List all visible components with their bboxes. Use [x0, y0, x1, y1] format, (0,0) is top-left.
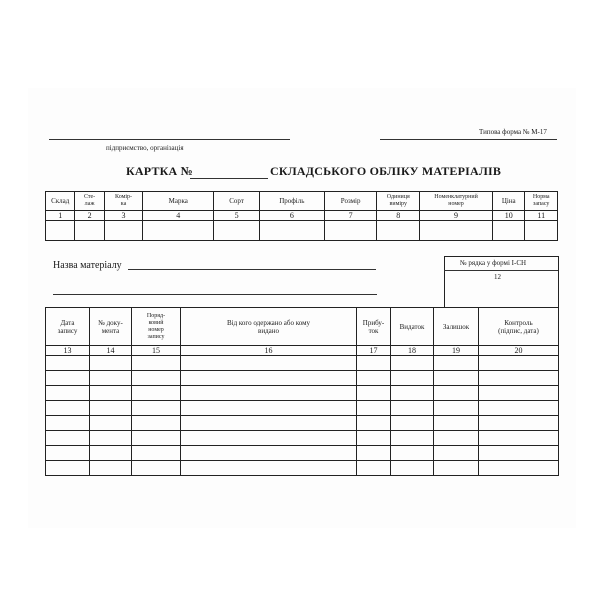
input-cell[interactable]	[357, 371, 391, 386]
col-header-price: Ціна	[493, 192, 525, 211]
material-name-line-1[interactable]	[128, 269, 376, 270]
col-header-brand: Марка	[143, 192, 214, 211]
table-row	[46, 416, 559, 431]
input-cell[interactable]	[46, 386, 90, 401]
input-cell[interactable]	[90, 371, 132, 386]
input-cell[interactable]	[181, 461, 357, 476]
input-cell[interactable]	[46, 371, 90, 386]
input-cell[interactable]	[357, 416, 391, 431]
input-cell[interactable]	[324, 221, 377, 241]
input-cell[interactable]	[132, 371, 181, 386]
col-number: 4	[143, 211, 214, 221]
table-row	[46, 386, 559, 401]
input-cell[interactable]	[377, 221, 420, 241]
card-number-line	[190, 178, 268, 179]
input-cell[interactable]	[434, 386, 479, 401]
input-cell[interactable]	[181, 386, 357, 401]
input-cell[interactable]	[391, 446, 434, 461]
input-cell[interactable]	[132, 446, 181, 461]
input-cell[interactable]	[493, 221, 525, 241]
input-cell[interactable]	[391, 431, 434, 446]
col-number: 10	[493, 211, 525, 221]
col-number: 16	[181, 346, 357, 356]
col-header-sequence-number: Поряд- ковий номер запису	[132, 308, 181, 346]
input-cell[interactable]	[391, 371, 434, 386]
col-number: 13	[46, 346, 90, 356]
col-number: 8	[377, 211, 420, 221]
col-header-cell: Комір- ка	[104, 192, 143, 211]
col-header-unit: Одиниця виміру	[377, 192, 420, 211]
input-cell[interactable]	[90, 461, 132, 476]
row-number-value: 12	[494, 273, 501, 281]
input-cell[interactable]	[181, 371, 357, 386]
organization-label: підприємство, організація	[106, 144, 184, 152]
table-row	[46, 371, 559, 386]
table-row	[46, 401, 559, 416]
input-cell[interactable]	[357, 356, 391, 371]
input-cell[interactable]	[46, 221, 75, 241]
input-cell[interactable]	[132, 431, 181, 446]
col-header-expense: Видаток	[391, 308, 434, 346]
input-cell[interactable]	[434, 446, 479, 461]
input-cell[interactable]	[46, 431, 90, 446]
input-cell[interactable]	[132, 386, 181, 401]
input-cell[interactable]	[132, 416, 181, 431]
input-cell[interactable]	[434, 431, 479, 446]
col-header-balance: Залишок	[434, 308, 479, 346]
input-cell[interactable]	[479, 371, 559, 386]
input-cell[interactable]	[434, 416, 479, 431]
col-header-control: Контроль (підпис, дата)	[479, 308, 559, 346]
col-header-rack: Сте- лаж	[75, 192, 104, 211]
col-number: 1	[46, 211, 75, 221]
col-header-profile: Профіль	[259, 192, 324, 211]
input-cell[interactable]	[46, 356, 90, 371]
col-header-item-number: Номенклатурний номер	[420, 192, 493, 211]
input-cell[interactable]	[259, 221, 324, 241]
table-row	[46, 446, 559, 461]
empty-rows	[46, 356, 559, 476]
material-name-label: Назва матеріалу	[53, 260, 122, 271]
form-type-label: Типова форма № М-17	[479, 128, 547, 136]
input-cell[interactable]	[479, 431, 559, 446]
input-cell[interactable]	[132, 356, 181, 371]
col-number: 9	[420, 211, 493, 221]
col-number: 2	[75, 211, 104, 221]
input-cell[interactable]	[391, 401, 434, 416]
input-cell[interactable]	[479, 416, 559, 431]
input-cell[interactable]	[391, 356, 434, 371]
input-cell[interactable]	[391, 386, 434, 401]
material-name-line-2[interactable]	[53, 294, 377, 295]
input-cell[interactable]	[104, 221, 143, 241]
card-title: СКЛАДСЬКОГО ОБЛІКУ МАТЕРІАЛІВ	[270, 164, 502, 178]
card-title-prefix: КАРТКА №	[126, 164, 193, 178]
col-number: 3	[104, 211, 143, 221]
row-number-divider	[444, 270, 558, 271]
input-cell[interactable]	[479, 446, 559, 461]
input-cell[interactable]	[46, 461, 90, 476]
input-cell[interactable]	[357, 386, 391, 401]
table-row	[46, 356, 559, 371]
form-number-line	[380, 139, 557, 140]
input-cell[interactable]	[357, 431, 391, 446]
input-cell[interactable]	[90, 431, 132, 446]
input-cell[interactable]	[132, 461, 181, 476]
col-header-grade: Сорт	[214, 192, 260, 211]
input-cell[interactable]	[214, 221, 260, 241]
input-cell[interactable]	[132, 401, 181, 416]
input-cell[interactable]	[391, 416, 434, 431]
row-number-label: № рядка у формі І-СН	[460, 259, 527, 267]
col-header-warehouse: Склад	[46, 192, 75, 211]
col-number: 5	[214, 211, 260, 221]
col-header-date: Дата запису	[46, 308, 90, 346]
input-cell[interactable]	[357, 401, 391, 416]
input-cell[interactable]	[181, 446, 357, 461]
input-cell[interactable]	[90, 401, 132, 416]
input-cell[interactable]	[525, 221, 558, 241]
col-header-income: Прибу- ток	[357, 308, 391, 346]
col-header-from-to: Від кого одержано або кому видано	[181, 308, 357, 346]
input-cell[interactable]	[90, 386, 132, 401]
col-number: 11	[525, 211, 558, 221]
input-cell[interactable]	[357, 461, 391, 476]
input-cell[interactable]	[479, 386, 559, 401]
col-header-size: Розмір	[324, 192, 377, 211]
col-number: 14	[90, 346, 132, 356]
input-cell[interactable]	[90, 416, 132, 431]
input-cell[interactable]	[90, 446, 132, 461]
input-cell[interactable]	[75, 221, 104, 241]
input-cell[interactable]	[46, 416, 90, 431]
input-cell[interactable]	[479, 356, 559, 371]
col-number: 7	[324, 211, 377, 221]
input-cell[interactable]	[46, 446, 90, 461]
input-cell[interactable]	[46, 401, 90, 416]
input-cell[interactable]	[434, 401, 479, 416]
input-cell[interactable]	[479, 461, 559, 476]
input-cell[interactable]	[357, 446, 391, 461]
input-cell[interactable]	[181, 431, 357, 446]
input-cell[interactable]	[434, 371, 479, 386]
input-cell[interactable]	[181, 416, 357, 431]
col-header-document-number: № доку- мента	[90, 308, 132, 346]
col-number: 15	[132, 346, 181, 356]
col-number: 6	[259, 211, 324, 221]
attributes-table	[45, 191, 558, 241]
col-header-stock-norm: Норма запасу	[525, 192, 558, 211]
input-cell[interactable]	[434, 356, 479, 371]
col-number: 18	[391, 346, 434, 356]
input-cell[interactable]	[391, 461, 434, 476]
table-row	[46, 431, 559, 446]
col-number: 19	[434, 346, 479, 356]
input-cell[interactable]	[479, 401, 559, 416]
input-cell[interactable]	[420, 221, 493, 241]
input-cell[interactable]	[143, 221, 214, 241]
input-cell[interactable]	[181, 356, 357, 371]
records-table	[45, 307, 559, 476]
organization-line	[49, 139, 290, 140]
table-row	[46, 461, 559, 476]
input-cell[interactable]	[181, 401, 357, 416]
col-number: 20	[479, 346, 559, 356]
col-number: 17	[357, 346, 391, 356]
input-cell[interactable]	[90, 356, 132, 371]
input-cell[interactable]	[434, 461, 479, 476]
